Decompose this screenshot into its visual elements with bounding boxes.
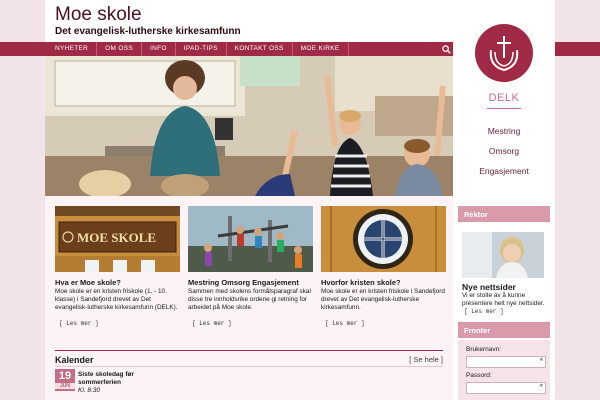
username-label: Brukernavn:	[466, 346, 502, 353]
nav-item-info[interactable]: INFO	[142, 42, 176, 56]
values-links	[453, 126, 555, 186]
card-hva-er-moe-skole	[55, 206, 180, 330]
password-input[interactable]	[466, 382, 546, 394]
event-time: Kl. 8:30	[78, 387, 101, 394]
rektor-news-body: Vi er stolte av å kunne presentere helt nye nettsider.	[462, 292, 545, 307]
card-text: Moe skole er en kristen friskole (1. - 10. klasse) i Sandefjord drevet av Det evangelisk-lutherske kirkesamfunn (DELK).	[55, 288, 178, 311]
read-more-link[interactable]: [ Les mer ]	[464, 308, 504, 315]
nav-item-moe-kirke[interactable]: MOE KIRKE	[293, 42, 349, 56]
login-box	[458, 340, 550, 400]
card-title[interactable]: Mestring Omsorg Engasjement	[188, 278, 299, 287]
right-nav-band	[555, 42, 600, 56]
left-nav-band	[0, 42, 45, 56]
site-subtitle: Det evangelisk-lutherske kirkesamfunn	[55, 26, 241, 37]
brand-column	[453, 0, 555, 196]
link-mestring[interactable]: Mestring	[487, 126, 521, 136]
card-image-playground[interactable]	[188, 206, 313, 272]
event-month: JUN	[60, 383, 70, 389]
divider	[55, 366, 443, 367]
page	[45, 0, 555, 400]
rektor-header: Rektor	[458, 206, 550, 222]
calendar-event[interactable]	[78, 371, 134, 395]
search-icon[interactable]	[439, 42, 453, 56]
calendar-header	[55, 350, 443, 364]
main-nav	[45, 42, 453, 56]
event-title-line-1: Siste skoledag før	[78, 371, 134, 378]
nav-item-ipad-tips[interactable]: IPAD-TIPS	[176, 42, 227, 56]
delk-wordmark: DELK	[488, 92, 520, 104]
nav-item-om-oss[interactable]: OM OSS	[97, 42, 142, 56]
main-content	[45, 196, 453, 400]
required-mark: *	[539, 382, 543, 392]
rektor-news-text	[462, 292, 548, 316]
nav-item-nyheter[interactable]: NYHETER	[45, 42, 97, 56]
feature-cards	[55, 206, 445, 330]
username-input[interactable]	[466, 356, 546, 368]
card-title[interactable]: Hva er Moe skole?	[55, 278, 121, 287]
nav-item-kontakt-oss[interactable]: KONTAKT OSS	[227, 42, 293, 56]
sidebar	[453, 196, 555, 400]
card-title[interactable]: Hvorfor kristen skole?	[321, 278, 401, 287]
event-date-badge	[55, 369, 75, 391]
read-more-link[interactable]: [ Les mer ]	[325, 320, 365, 327]
delk-logo[interactable]	[475, 24, 533, 82]
site-title[interactable]: Moe skole	[55, 4, 142, 25]
card-mestring-omsorg-engasjement	[188, 206, 313, 330]
link-engasjement[interactable]: Engasjement	[479, 166, 529, 176]
rektor-news-title[interactable]: Nye nettsider	[462, 282, 516, 292]
required-mark: *	[539, 356, 543, 366]
card-image-school-sign[interactable]	[55, 206, 180, 272]
event-day: 19	[55, 369, 75, 383]
card-text: Sammen med skolens formålsparagraf skal disse tre innholdsrike ordene gi retning for arbeidet på Moe skole.	[188, 288, 311, 311]
card-text: Moe skole er en kristen friskole i Sandefjord drevet av Det evangelisk-lutherske kirkesamfunn.	[321, 288, 445, 311]
read-more-link[interactable]: [ Les mer ]	[59, 320, 99, 327]
fronter-header: Fronter	[458, 322, 550, 338]
link-omsorg[interactable]: Omsorg	[488, 146, 520, 156]
card-hvorfor-kristen-skole	[321, 206, 446, 330]
read-more-link[interactable]: [ Les mer ]	[192, 320, 232, 327]
calendar-see-all-link[interactable]: [ Se hele ]	[409, 355, 443, 364]
password-label: Passord:	[466, 372, 492, 379]
rektor-photo	[462, 232, 544, 278]
calendar-title: Kalender	[55, 355, 94, 365]
hero-classroom-image	[45, 56, 453, 196]
card-image-round-window[interactable]	[321, 206, 446, 272]
sign-text: MOE SKOLE	[77, 230, 157, 245]
event-title-line-2: sommerferien	[78, 379, 121, 386]
delk-underline	[487, 108, 521, 109]
